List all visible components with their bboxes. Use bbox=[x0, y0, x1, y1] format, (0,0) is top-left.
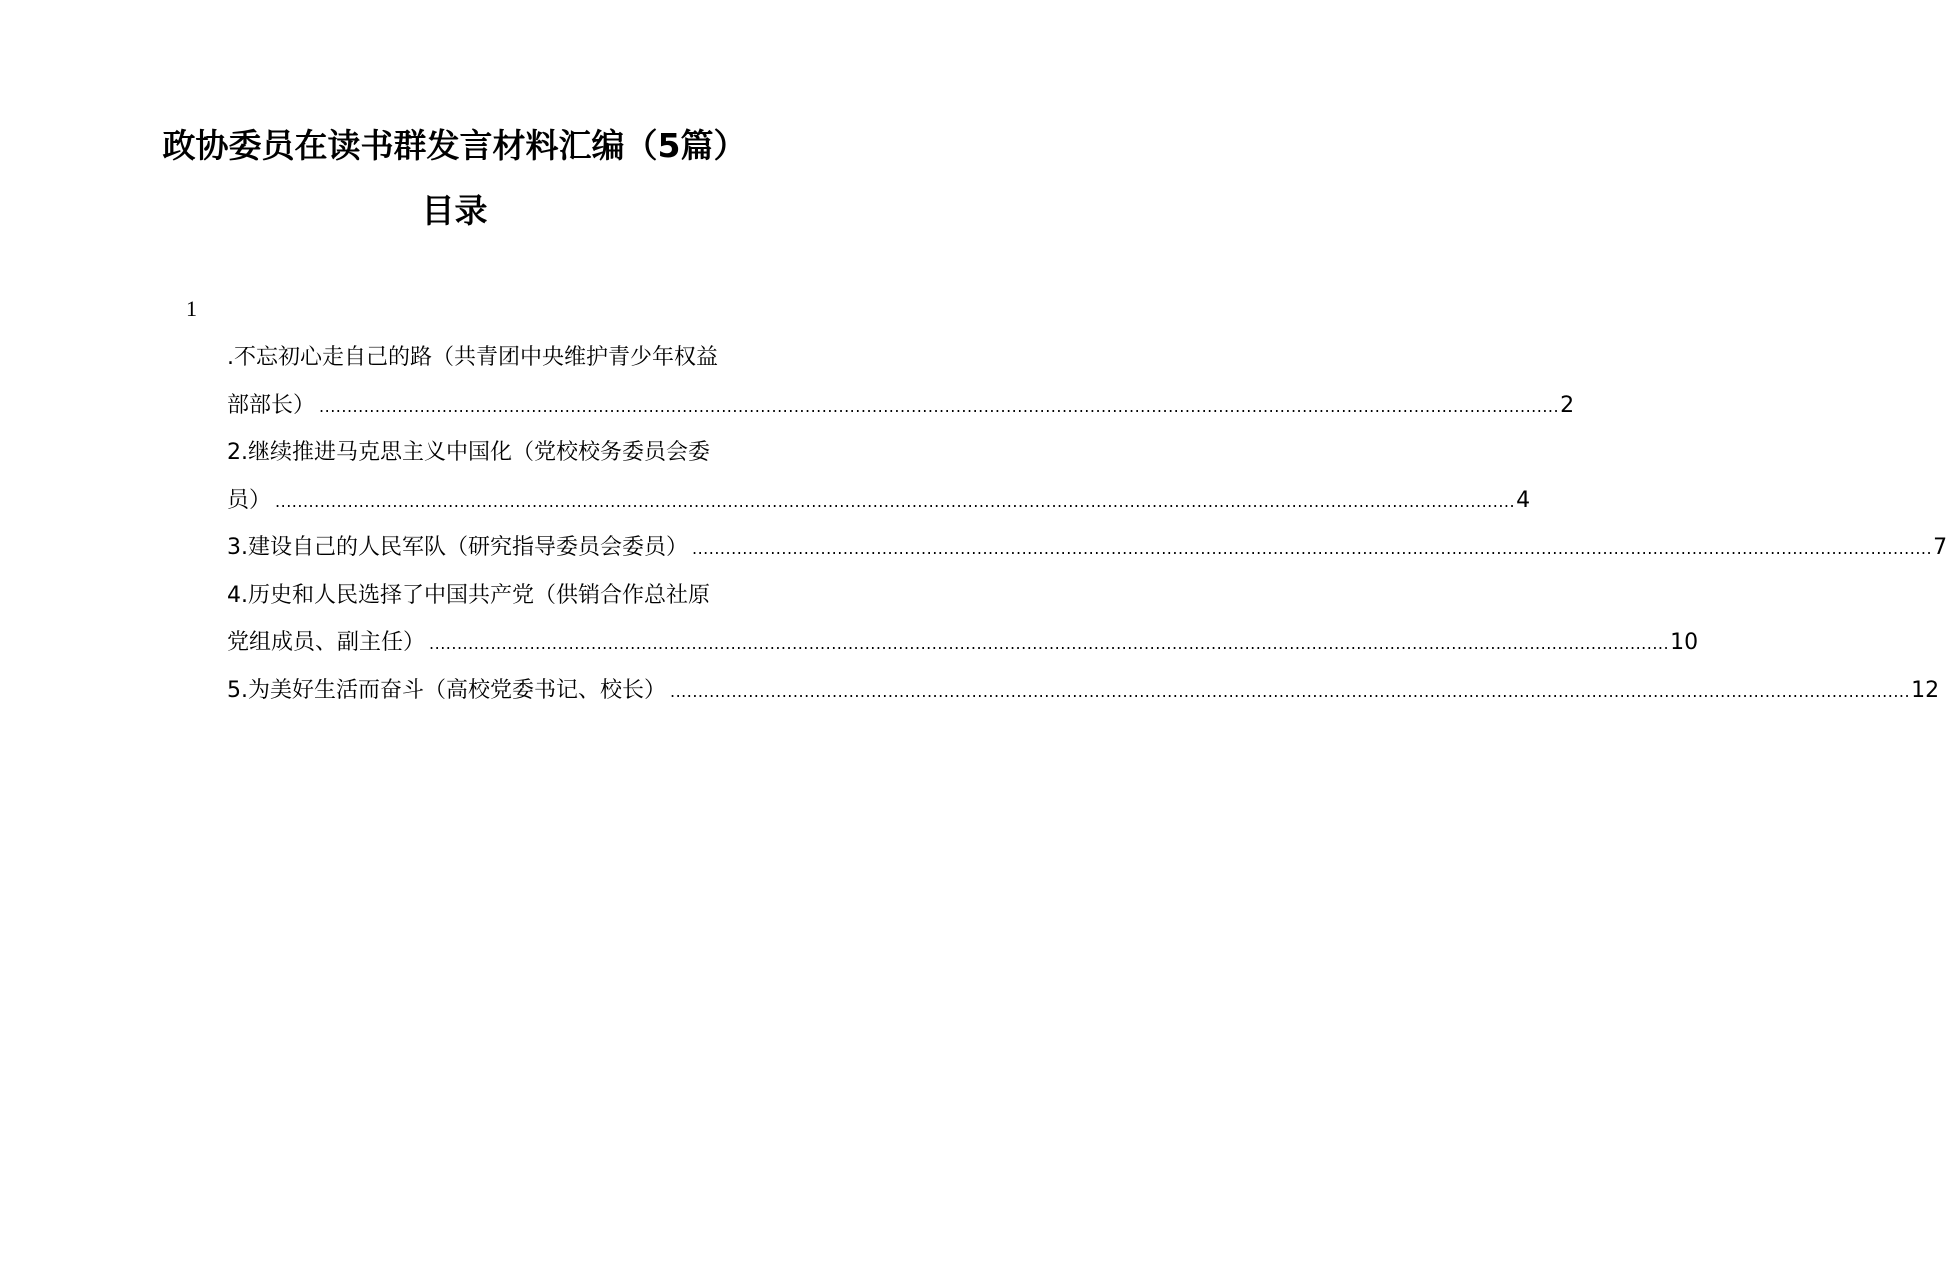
toc-entry-text: 部部长） bbox=[227, 392, 316, 418]
toc-entry-text: .不忘初心走自己的路（共青团中央维护青少年权益 bbox=[227, 345, 718, 370]
toc-leader-dots bbox=[429, 620, 1669, 668]
document-title: 政协委员在读书群发言材料汇编（5篇） bbox=[162, 126, 747, 165]
toc-entry-text: 2.继续推进马克思主义中国化（党校校务委员会委 bbox=[227, 440, 710, 465]
toc-leader-dots bbox=[275, 478, 1515, 526]
toc-entry-text: 5.为美好生活而奋斗（高校党委书记、校长） bbox=[227, 677, 666, 703]
toc-entry-4-line-1[interactable] bbox=[227, 572, 773, 620]
toc-entry-2-line-1[interactable] bbox=[227, 429, 773, 477]
toc-page-number: 7 bbox=[1933, 535, 1947, 560]
toc-entry-text: 党组成员、副主任） bbox=[227, 630, 426, 655]
toc-entry-4-line-2[interactable] bbox=[227, 619, 1699, 667]
toc-entry-3[interactable] bbox=[227, 524, 1947, 572]
toc-entry-text: 4.历史和人民选择了中国共产党（供销合作总社原 bbox=[227, 582, 710, 608]
toc-leader-dots bbox=[319, 383, 1559, 431]
toc-entry-text: 员） bbox=[227, 487, 272, 513]
toc-entry-2-line-2[interactable] bbox=[227, 477, 1531, 525]
toc-marker: 1 bbox=[186, 296, 197, 321]
toc-leader-dots bbox=[692, 525, 1932, 573]
toc-heading: 目录 bbox=[421, 191, 488, 230]
toc-entry-5[interactable] bbox=[227, 667, 1940, 715]
toc-page-number: 10 bbox=[1670, 630, 1699, 655]
toc-page-number: 4 bbox=[1516, 487, 1531, 513]
toc-leader-dots bbox=[670, 668, 1910, 716]
table-of-contents bbox=[227, 334, 1947, 714]
toc-page-number: 12 bbox=[1911, 677, 1940, 703]
toc-page-number: 2 bbox=[1560, 392, 1575, 418]
toc-entry-1-line-2[interactable] bbox=[227, 382, 1575, 430]
toc-entry-text: 3.建设自己的人民军队（研究指导委员会委员） bbox=[227, 535, 688, 560]
toc-entry-1-line-1[interactable] bbox=[227, 334, 773, 382]
